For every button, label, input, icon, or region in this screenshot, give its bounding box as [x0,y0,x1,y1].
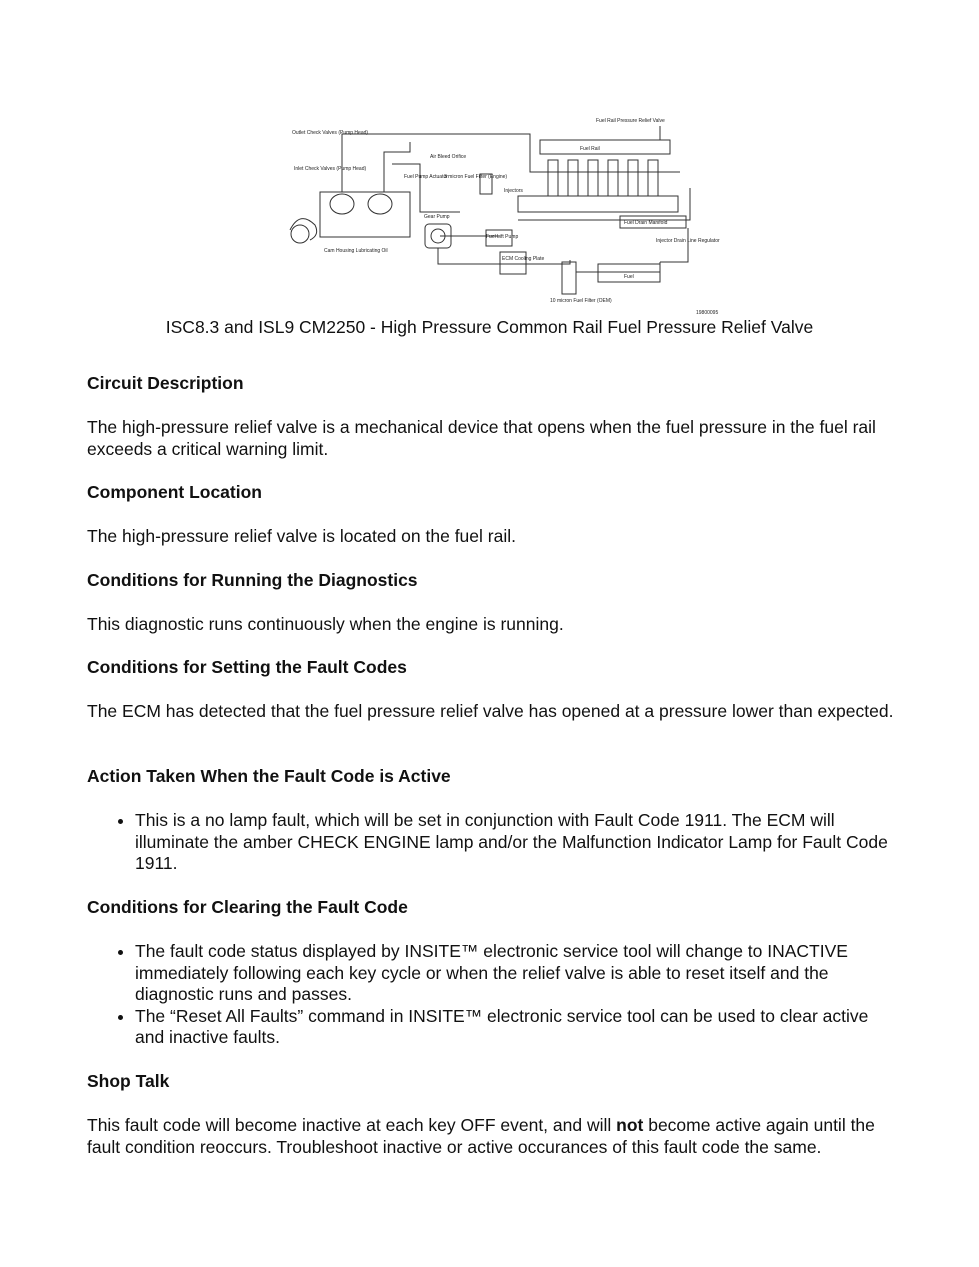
label-relief-valve: Fuel Rail Pressure Relief Valve [596,118,665,124]
label-outlet-check: Outlet Check Valves (Pump Head) [292,130,369,136]
conditions-setting-text: The ECM has detected that the fuel pressure relief valve has opened at a pressure lower than expected. [87,701,894,721]
fuel-system-diagram [280,112,720,320]
shop-talk-text [87,1115,902,1158]
figure-caption: ISC8.3 and ISL9 CM2250 - High Pressure Common Rail Fuel Pressure Relief Valve [165,317,814,337]
shop-talk-emphasis: not [616,1115,644,1135]
label-cam-housing: Cam Housing Lubricating Oil [324,248,388,254]
heading-conditions-setting: Conditions for Setting the Fault Codes [87,657,407,677]
label-filter-3micron: 3 micron Fuel Filter (Engine) [444,174,508,180]
label-figure-id: 19800095 [696,310,719,316]
shop-talk-text-before: This fault code will become inactive at each key OFF event, and will [87,1115,617,1135]
heading-component-location: Component Location [87,482,262,502]
label-ecm-cooling: ECM Cooling Plate [502,256,545,262]
label-fuel-pump-actuator: Fuel Pump Actuator [404,174,448,180]
conditions-running-text: This diagnostic runs continuously when the engine is running. [87,614,564,634]
heading-conditions-clearing: Conditions for Clearing the Fault Code [87,897,408,917]
circuit-description-text: The high-pressure relief valve is a mechanical device that opens when the fuel pressure in the fuel rail exceeds a critical warning limit. [87,417,876,459]
fuel-rail-shape [540,140,670,154]
label-fuel-rail: Fuel Rail [580,146,600,152]
label-air-bleed: Air Bleed Orifice [430,154,467,160]
label-drain-manifold: Fuel Drain Manifold [624,220,668,226]
list-item: • This is a no lamp fault, which will be set in conjunction with Fault Code 1911. The ECM will illuminate the amber CHECK ENGINE lamp and/or the Malfunction Indicator Lamp for Fault Code 1911. [135,810,902,875]
label-filter-10micron: 10 micron Fuel Filter (OEM) [550,298,612,304]
label-fuel-lift-pump: Fuel Lift Pump [486,234,519,240]
list-item: • The “Reset All Faults” command in INSITE™ electronic service tool can be used to clear active and inactive faults. [135,1006,902,1049]
injectors-shape [548,160,658,196]
label-inlet-check: Inlet Check Valves (Pump Head) [294,166,367,172]
label-drain-regulator: Injector Drain Line Regulator [656,238,720,244]
label-gear-pump: Gear Pump [424,214,450,220]
heading-circuit-description: Circuit Description [87,373,244,393]
heading-conditions-running: Conditions for Running the Diagnostics [87,570,418,590]
fuel-pump-body [320,192,410,237]
label-fuel: Fuel [624,274,634,280]
shop-talk-text-after: become active again until the fault condition reoccurs. Troubleshoot inactive or active occurances of this fault code the same. [87,1115,875,1157]
component-location-text: The high-pressure relief valve is located on the fuel rail. [87,526,516,546]
cam-shape [290,219,317,240]
heading-shop-talk: Shop Talk [87,1071,170,1091]
filter-10micron-shape [562,262,576,294]
conditions-clearing-list [87,941,902,1049]
label-injectors: Injectors [504,188,523,194]
action-taken-list [87,810,902,875]
list-item: • The fault code status displayed by INSITE™ electronic service tool will change to INACTIVE immediately following each key cycle or when the relief valve is able to reset itself and the diagnostic runs and passes. [135,941,902,1006]
heading-action-taken: Action Taken When the Fault Code is Active [87,766,451,786]
